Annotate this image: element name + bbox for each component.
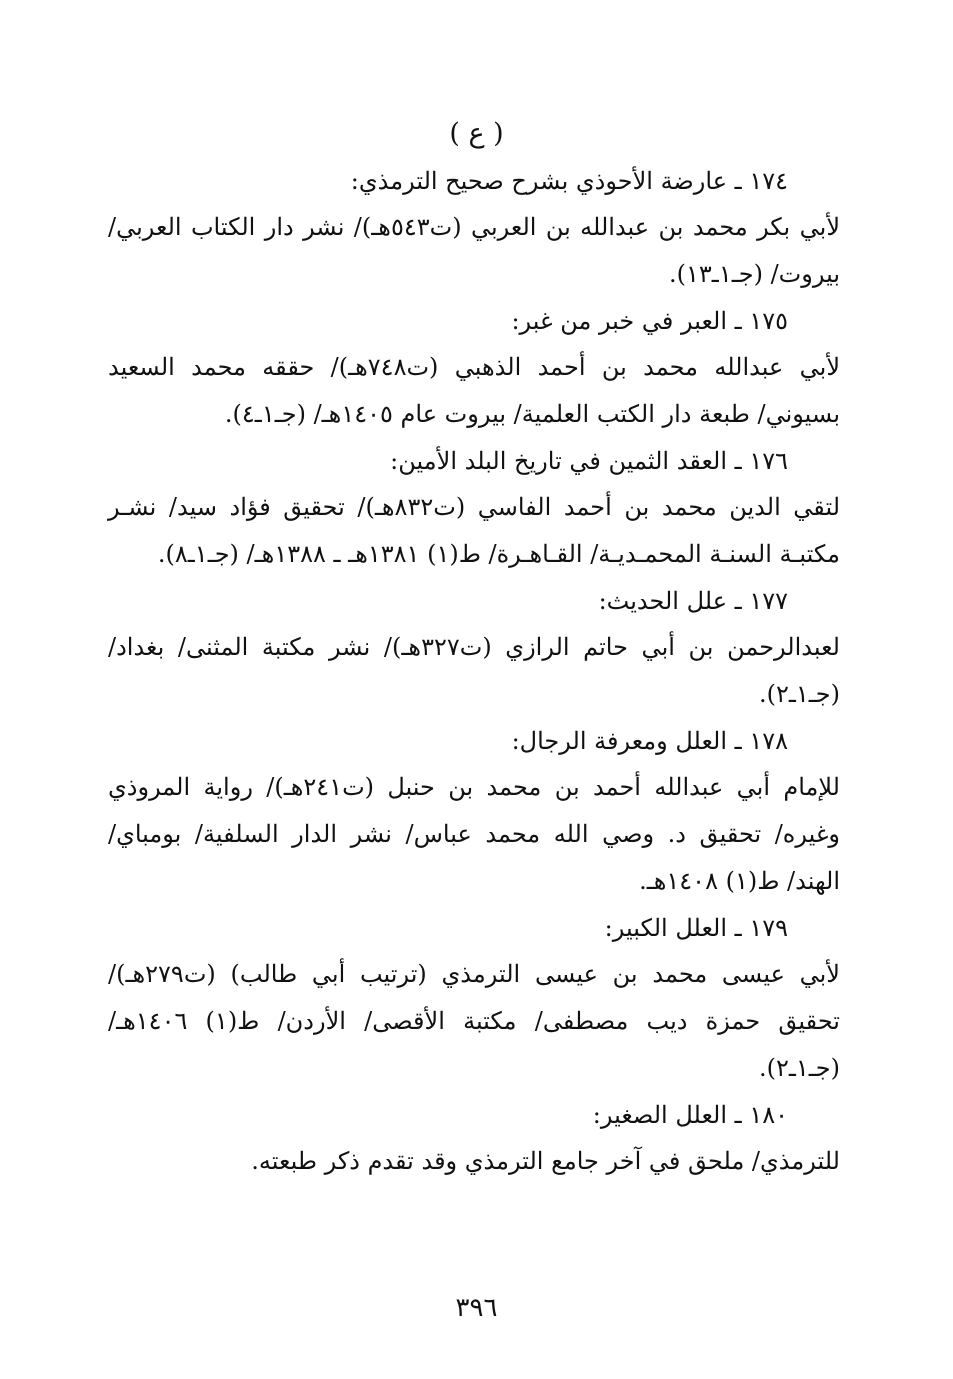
entry-body: للإمام أبي عبدالله أحمد بن محمد بن حنبل (ت٢٤١هـ)/ رواية المروذي وغيره/ تحقيق د. وصي الله محمد عباس/ نشر الدار السلفية/ بومباي/ الهند/ ط(١) ١٤٠٨هـ. [108, 773, 840, 895]
page-number: ٣٩٦ [455, 1293, 498, 1323]
entry-title: ١٨٠ ـ العلل الصغير: [592, 1101, 788, 1129]
bibliography-entry-177 [108, 578, 840, 718]
entry-body: لأبي عبدالله محمد بن أحمد الذهبي (ت٧٤٨هـ)/ حققه محمد السعيد بسيوني/ طبعة دار الكتب العلمية/ بيروت عام ١٤٠٥هـ/ (جـ١ـ٤). [108, 353, 841, 428]
entry-body: للترمذي/ ملحق في آخر جامع الترمذي وقد تقدم ذكر طبعته. [251, 1147, 840, 1175]
section-letter-heading: ( ع ) [449, 118, 504, 149]
entry-title: ١٧٤ ـ عارضة الأحوذي بشرح صحيح الترمذي: [350, 167, 788, 195]
entry-title: ١٧٥ ـ العبر في خبر من غبر: [511, 307, 788, 335]
bibliography-entry-175 [108, 298, 840, 438]
entry-title: ١٧٧ ـ علل الحديث: [598, 587, 788, 615]
bibliography-entry-180 [108, 1092, 840, 1185]
entry-title: ١٧٦ ـ العقد الثمين في تاريخ البلد الأمين: [390, 447, 788, 475]
bibliography-entry-176 [108, 438, 840, 578]
bibliography-entry-178 [108, 718, 840, 905]
entry-body: لعبدالرحمن بن أبي حاتم الرازي (ت٣٢٧هـ)/ نشر مكتبة المثنى/ بغداد/ (جـ١ـ٢). [108, 633, 840, 708]
entry-title: ١٧٩ ـ العلل الكبير: [604, 914, 788, 942]
entry-body: لأبي بكر محمد بن عبدالله بن العربي (ت٥٤٣هـ)/ نشر دار الكتاب العربي/ بيروت/ (جـ١ـ١٣). [108, 213, 841, 288]
entry-body: لتقي الدين محمد بن أحمد الفاسي (ت٨٣٢هـ)/ تحقيق فؤاد سيد/ نشـر مكتبـة السنـة المحمـديـة/ القـاهـرة/ ط(١) ١٣٨١هـ ـ ١٣٨٨هـ/ (جـ١ـ٨). [108, 493, 840, 568]
bibliography-entry-179 [108, 905, 840, 1092]
entry-body: لأبي عيسى محمد بن عيسى الترمذي (ترتيب أبي طالب) (ت٢٧٩هـ)/ تحقيق حمزة ديب مصطفى/ مكتبة الأقصى/ الأردن/ ط(١) ١٤٠٦هـ/ (جـ١ـ٢). [108, 960, 840, 1082]
bibliography-entry-174 [108, 158, 840, 298]
bibliography-list [108, 158, 840, 1185]
entry-title: ١٧٨ ـ العلل ومعرفة الرجال: [511, 727, 788, 755]
